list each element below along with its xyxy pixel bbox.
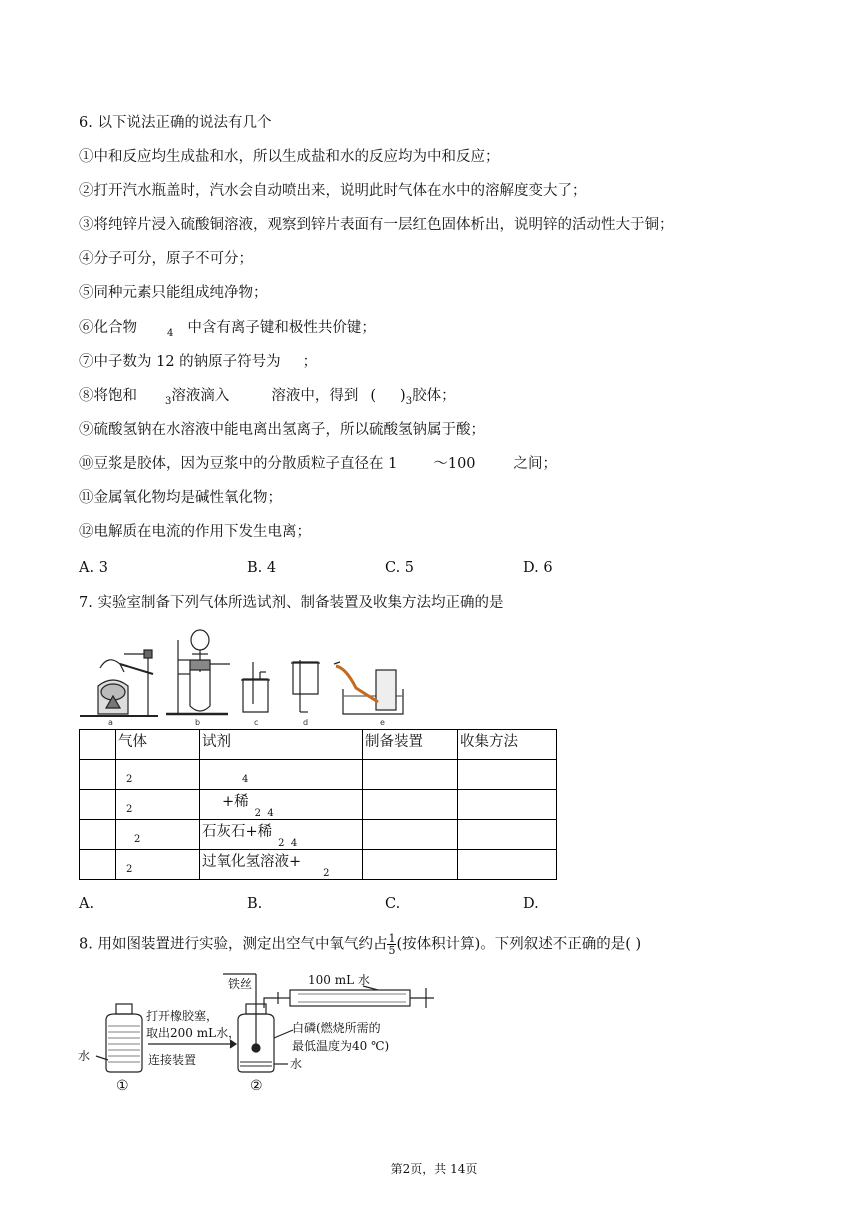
q6-item-8-text-a: ⑧将饱和 — [79, 388, 137, 404]
q7-choice-a[interactable]: A. — [79, 896, 95, 912]
label-water-1: 水 — [78, 1049, 91, 1063]
q6-item-10 — [79, 455, 557, 473]
q6-item-7-text-b: ； — [302, 354, 318, 370]
q7-apparatus-figure — [78, 624, 418, 728]
reagent-sub: 2 4 — [254, 808, 274, 819]
reagent-text: +稀 — [222, 794, 249, 810]
apparatus-label-b: b — [195, 718, 201, 727]
table-row — [80, 760, 557, 790]
reagent-sub: 2 4 — [278, 838, 298, 849]
reagent-sub: 2 — [323, 868, 330, 879]
q7-table — [79, 729, 557, 880]
q6-choice-a[interactable]: A. 3 — [79, 560, 108, 576]
apparatus-label-a: a — [108, 718, 113, 727]
q6-item-6-text-a: ⑥化合物 — [79, 320, 137, 336]
q6-item-8-text-f: 胶体； — [412, 388, 456, 404]
q7-choice-b[interactable]: B. — [247, 896, 263, 912]
table-header-cell: 气体 — [116, 730, 200, 760]
label-number-2: ② — [250, 1078, 263, 1094]
syringe — [278, 986, 434, 1008]
apparatus-label-c: c — [254, 718, 259, 727]
q6-item-8-text-c: 溶液中，得到 — [271, 388, 359, 404]
table-row — [80, 790, 557, 820]
fraction-numerator: 1 — [388, 932, 396, 945]
reagent-text: 石灰石+稀 — [202, 824, 273, 840]
q8-stem-a: 8. 用如图装置进行实验，测定出空气中氧气约占 — [79, 936, 388, 953]
q6-choice-b[interactable]: B. 4 — [247, 560, 277, 576]
label-iron-wire: 铁丝 — [228, 977, 253, 991]
label-syringe-water: 100 mL 水 — [308, 973, 370, 987]
apparatus-a — [80, 650, 158, 716]
q6-item-6 — [79, 319, 376, 339]
q6-choice-d[interactable]: D. 6 — [523, 560, 553, 576]
q6-item-7 — [79, 353, 317, 371]
apparatus-d — [291, 660, 320, 712]
q7-stem: 7. 实验室制备下列气体所选试剂、制备装置及收集方法均正确的是 — [79, 595, 504, 611]
apparatus-e — [334, 662, 403, 714]
apparatus-label-d: d — [303, 718, 309, 727]
label-step-3: 连接装置 — [148, 1053, 197, 1067]
q8-stem-b: (按体积计算)。下列叙述不正确的是( ) — [396, 936, 642, 953]
q6-item-8 — [79, 387, 456, 407]
q8-experiment-figure — [78, 968, 438, 1094]
label-number-1: ① — [116, 1078, 129, 1094]
apparatus-c — [241, 662, 270, 712]
label-step-2: 取出200 mL水， — [146, 1026, 241, 1040]
gas-sub: 2 — [126, 774, 133, 785]
q6-item-10-text-b: ～100 — [433, 456, 476, 472]
q6-item-8-sub2: 3 — [405, 396, 413, 407]
q6-item-8-text-d: ( — [370, 388, 377, 404]
q6-item-9: ⑨硫酸氢钠在水溶液中能电离出氢离子，所以硫酸氢钠属于酸； — [79, 422, 485, 438]
q6-item-12: ⑫电解质在电流的作用下发生电离； — [79, 524, 311, 540]
label-phosphorus-2: 最低温度为40 ℃) — [292, 1039, 390, 1053]
bottle-1 — [96, 1004, 142, 1072]
q6-item-6-text-b: 中含有离子键和极性共价键； — [187, 320, 376, 336]
gas-sub: 2 — [134, 834, 141, 845]
q7-choice-d[interactable]: D. — [523, 896, 539, 912]
reagent-sub: 4 — [242, 774, 249, 785]
q6-choice-c[interactable]: C. 5 — [385, 560, 415, 576]
gas-sub: 2 — [126, 804, 133, 815]
gas-sub: 2 — [126, 864, 133, 875]
label-step-1: 打开橡胶塞， — [146, 1009, 219, 1023]
table-row — [80, 850, 557, 880]
q6-item-5: ⑤同种元素只能组成纯净物； — [79, 285, 268, 301]
q6-item-8-sub1: 3 — [165, 396, 172, 407]
q6-item-3: ③将纯锌片浸入硫酸铜溶液，观察到锌片表面有一层红色固体析出，说明锌的活动性大于铜； — [79, 217, 674, 233]
fraction-denominator: 5 — [388, 944, 396, 957]
table-header-cell: 试剂 — [200, 730, 363, 760]
reagent-text: 过氧化氢溶液+ — [202, 854, 302, 870]
label-phosphorus-1: 白磷(燃烧所需的 — [292, 1021, 381, 1035]
q6-item-6-sub: 4 — [167, 328, 174, 339]
table-header-cell: 收集方法 — [458, 730, 557, 760]
q6-item-10-text-a: ⑩豆浆是胶体，因为豆浆中的分散质粒子直径在 1 — [79, 456, 398, 472]
label-water-2: 水 — [290, 1057, 303, 1071]
q6-item-2: ②打开汽水瓶盖时，汽水会自动喷出来，说明此时气体在水中的溶解度变大了； — [79, 183, 587, 199]
q6-item-8-text-e: ) — [400, 388, 406, 404]
q7-choice-c[interactable]: C. — [385, 896, 401, 912]
q6-stem: 6. 以下说法正确的说法有几个 — [79, 115, 272, 131]
q6-item-7-text-a: ⑦中子数为 12 的钠原子符号为 — [79, 354, 281, 370]
q6-item-4: ④分子可分，原子不可分； — [79, 251, 253, 267]
apparatus-label-e: e — [380, 718, 385, 727]
table-header-row — [80, 730, 557, 760]
q6-item-1: ①中和反应均生成盐和水，所以生成盐和水的反应均为中和反应； — [79, 149, 500, 165]
apparatus-b — [166, 630, 230, 714]
table-row — [80, 820, 557, 850]
page-footer: 第2页，共 14页 — [390, 1162, 478, 1176]
table-header-cell — [80, 730, 116, 760]
q6-item-10-text-c: 之间； — [513, 456, 558, 472]
q6-item-8-text-b: 溶液滴入 — [171, 388, 230, 404]
table-header-cell: 制备装置 — [363, 730, 458, 760]
q6-item-11: ⑪金属氧化物均是碱性氧化物； — [79, 490, 282, 506]
q8-stem — [79, 933, 641, 956]
